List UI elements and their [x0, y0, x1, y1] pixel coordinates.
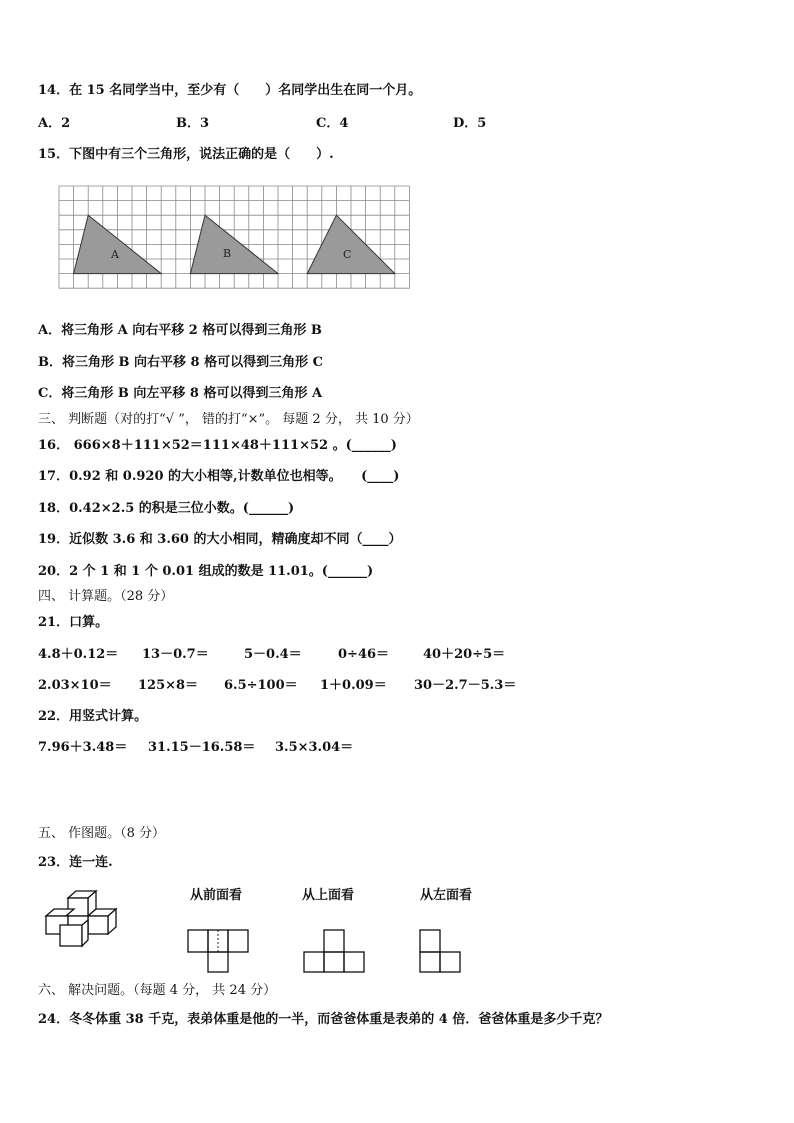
q14-option-b: B．3 — [176, 116, 210, 131]
triangle-grid-figure — [58, 185, 414, 293]
q21-item: 125×8＝ — [138, 678, 199, 693]
q15-option-a: A．将三角形 A 向右平移 2 格可以得到三角形 B — [38, 323, 322, 338]
q21-item: 40＋20÷5＝ — [423, 647, 506, 662]
q21-title: 21．口算。 — [38, 615, 109, 630]
q21-item: 1＋0.09＝ — [320, 678, 387, 693]
section4-heading: 四、 计算题。（28 分） — [38, 589, 174, 604]
q17: 17．0.92 和 0.920 的大小相等,计数单位也相等。 (____) — [38, 469, 400, 484]
q21-item: 13－0.7＝ — [142, 647, 209, 662]
triangle-label-a: A — [111, 248, 119, 261]
view-label-top: 从上面看 — [302, 888, 355, 903]
q21-item: 0÷46＝ — [338, 647, 390, 662]
view-label-front: 从前面看 — [190, 888, 243, 903]
q21-item: 4.8＋0.12＝ — [38, 647, 119, 662]
q21-item: 30－2.7－5.3＝ — [414, 678, 517, 693]
section6-heading: 六、 解决问题。（每题 4 分， 共 24 分） — [38, 983, 277, 998]
q21-item: 2.03×10＝ — [38, 678, 112, 693]
q14-option-a: A．2 — [38, 116, 71, 131]
q15-question: 15．下图中有三个三角形，说法正确的是（ ）. — [38, 147, 334, 162]
q23-title: 23．连一连. — [38, 855, 113, 870]
view-shape-3 — [418, 928, 468, 976]
q22-item: 7.96＋3.48＝ — [38, 740, 128, 755]
q22-item: 31.15－16.58＝ — [148, 740, 256, 755]
q18: 18．0.42×2.5 的积是三位小数。(______) — [38, 501, 295, 516]
section5-heading: 五、 作图题。（8 分） — [38, 826, 166, 841]
q20: 20．2 个 1 和 1 个 0.01 组成的数是 11.01。(______) — [38, 564, 374, 579]
q14-option-d: D．5 — [453, 116, 487, 131]
q22-item: 3.5×3.04＝ — [275, 740, 354, 755]
q22-title: 22．用竖式计算。 — [38, 709, 148, 724]
q24: 24．冬冬体重 38 千克，表弟体重是他的一半，而爸爸体重是表弟的 4 倍．爸爸体重是多少千克？ — [38, 1012, 609, 1027]
view-shape-1 — [186, 928, 254, 976]
q19: 19．近似数 3.6 和 3.60 的大小相同，精确度却不同（____） — [38, 532, 402, 547]
q15-option-c: C．将三角形 B 向左平移 8 格可以得到三角形 A — [38, 386, 323, 401]
q14-option-c: C．4 — [316, 116, 349, 131]
cube-stack-figure — [42, 888, 128, 950]
view-label-left: 从左面看 — [420, 888, 473, 903]
q14-question: 14．在 15 名同学当中，至少有（ ）名同学出生在同一个月。 — [38, 83, 422, 98]
q16: 16． 666×8＋111×52＝111×48＋111×52 。(______) — [38, 438, 397, 453]
section3-heading: 三、 判断题（对的打“√ ”， 错的打“×”。 每题 2 分， 共 10 分） — [38, 412, 419, 427]
triangle-label-b: B — [223, 247, 232, 260]
q21-item: 6.5÷100＝ — [224, 678, 298, 693]
q21-item: 5－0.4＝ — [244, 647, 302, 662]
triangle-label-c: C — [343, 248, 352, 261]
q15-option-b: B．将三角形 B 向右平移 8 格可以得到三角形 C — [38, 355, 323, 370]
view-shape-2 — [302, 928, 370, 976]
